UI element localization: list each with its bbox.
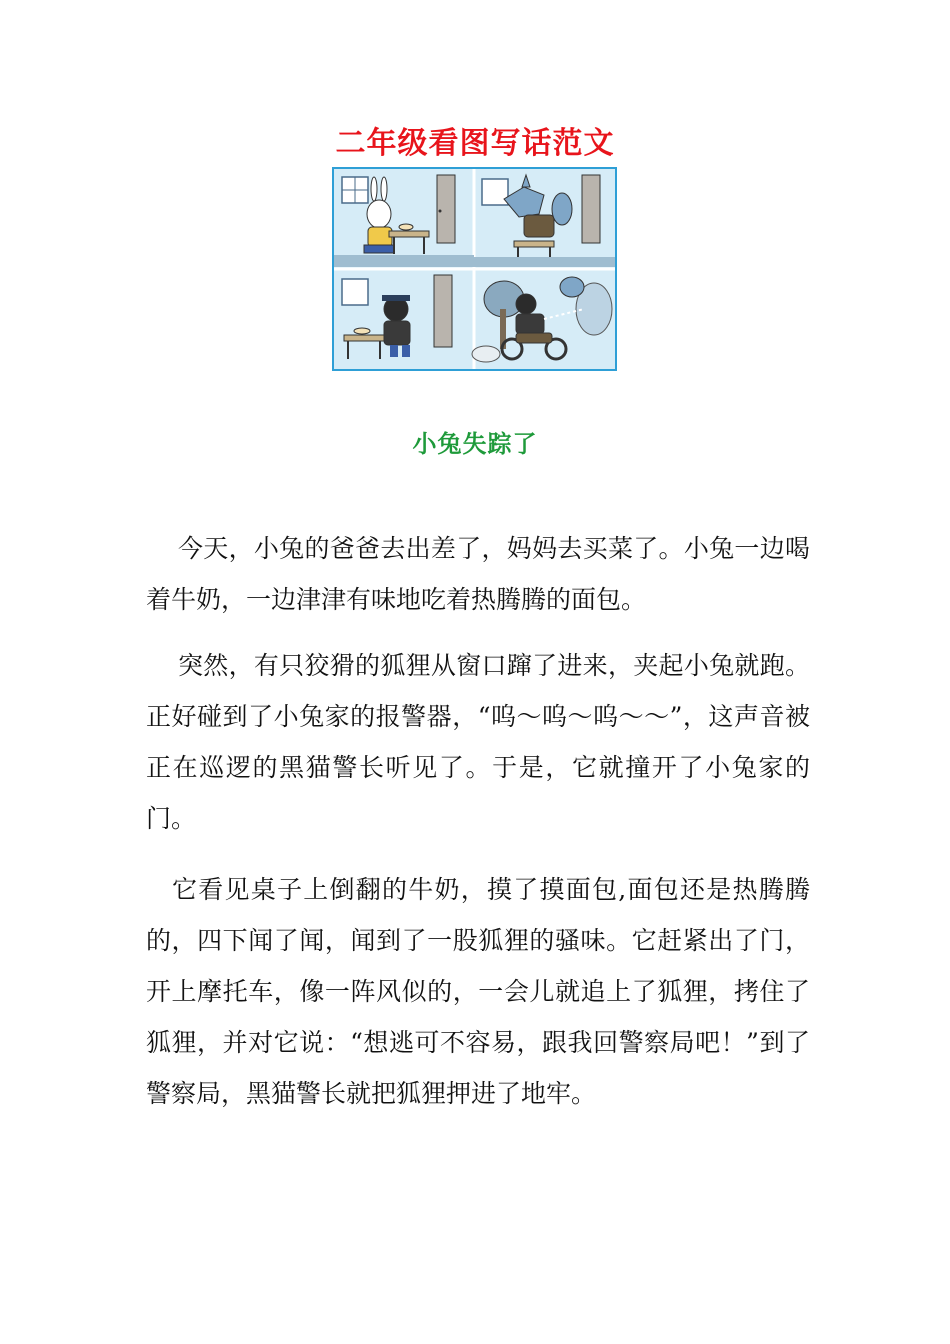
- story-subtitle: 小兔失踪了: [412, 429, 538, 458]
- story-illustration: [332, 167, 617, 371]
- page-title: 二年级看图写话范文: [335, 126, 615, 161]
- story-paragraph-1: 今天，小兔的爸爸去出差了，妈妈去买菜了。小兔一边喝着牛奶，一边津津有味地吃着热腾腾的面包。: [146, 534, 810, 614]
- story-paragraph-2: 突然，有只狡猾的狐狸从窗口蹿了进来，夹起小兔就跑。正好碰到了小兔家的报警器，“呜～呜～呜～～”，这声音被正在巡逻的黑猫警长听见了。于是，它就撞开了小兔家的门。: [146, 651, 810, 833]
- story-paragraph-3: 它看见桌子上倒翻的牛奶，摸了摸面包,面包还是热腾腾的，四下闻了闻，闻到了一股狐狸的骚味。它赶紧出了门，开上摩托车，像一阵风似的，一会儿就追上了狐狸，拷住了狐狸，并对它说：“想逃可不容易，跟我回警察局吧！”到了警察局，黑猫警长就把狐狸押进了地牢。: [146, 875, 810, 1108]
